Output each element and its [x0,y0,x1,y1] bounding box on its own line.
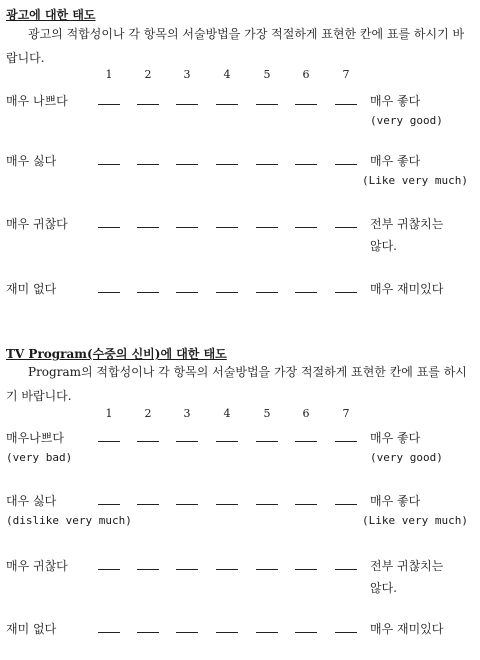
rating-blank-2[interactable] [137,227,159,228]
rating-row [0,557,480,597]
positive-anchor: 매우 좋다 [370,431,421,445]
rating-blank-5[interactable] [256,441,278,442]
rating-blank-4[interactable] [216,292,238,293]
rating-blank-6[interactable] [295,441,317,442]
rating-blank-1[interactable] [98,227,120,228]
rating-blank-6[interactable] [295,292,317,293]
rating-blank-7[interactable] [335,227,357,228]
rating-row [0,280,480,320]
negative-anchor: 매우 나쁘다 [6,94,68,108]
scale-number: 5 [263,407,271,420]
scale-number: 3 [183,68,191,81]
rating-blank-3[interactable] [176,164,198,165]
rating-row [0,92,480,132]
rating-blank-7[interactable] [335,104,357,105]
rating-blank-5[interactable] [256,104,278,105]
rating-row [0,152,480,192]
rating-blank-2[interactable] [137,292,159,293]
negative-anchor-english: (very bad) [6,451,73,464]
rating-blank-3[interactable] [176,632,198,633]
rating-blank-4[interactable] [216,164,238,165]
negative-anchor-english: (dislike very much) [6,514,132,527]
negative-anchor: 대우 싫다 [6,494,57,508]
section1-instruction: 광고의 적합성이나 각 항목의 서술방법을 가장 적절하게 표현한 칸에 표를 하시기 바랍니다. [6,27,465,65]
rating-blank-3[interactable] [176,292,198,293]
rating-blank-2[interactable] [137,441,159,442]
rating-blank-2[interactable] [137,164,159,165]
rating-blank-6[interactable] [295,569,317,570]
rating-blank-7[interactable] [335,441,357,442]
rating-blank-1[interactable] [98,632,120,633]
rating-blank-6[interactable] [295,632,317,633]
rating-blank-5[interactable] [256,164,278,165]
positive-anchor-continued: 않다. [370,239,397,253]
rating-blank-5[interactable] [256,632,278,633]
rating-blank-5[interactable] [256,504,278,505]
scale-number: 2 [144,407,152,420]
scale-number: 6 [302,407,310,420]
rating-blank-6[interactable] [295,504,317,505]
rating-blank-1[interactable] [98,569,120,570]
rating-blank-2[interactable] [137,104,159,105]
positive-anchor: 매우 재미있다 [370,282,444,296]
positive-anchor-english: (very good) [370,114,443,127]
rating-blank-1[interactable] [98,441,120,442]
scale-number: 5 [263,68,271,81]
rating-blank-1[interactable] [98,104,120,105]
rating-blank-4[interactable] [216,632,238,633]
rating-blank-6[interactable] [295,227,317,228]
scale-number: 4 [223,407,231,420]
scale-number: 1 [105,68,113,81]
positive-anchor: 전부 귀찮치는 [370,217,444,231]
positive-anchor-english: (Like very much) [362,174,468,187]
scale-number: 7 [342,407,350,420]
rating-blank-3[interactable] [176,104,198,105]
rating-blank-5[interactable] [256,292,278,293]
rating-blank-5[interactable] [256,569,278,570]
rating-row [0,620,480,660]
positive-anchor-continued: 않다. [370,581,397,595]
scale-number: 1 [105,407,113,420]
positive-anchor: 매우 좋다 [370,494,421,508]
positive-anchor: 매우 재미있다 [370,622,444,636]
rating-blank-3[interactable] [176,441,198,442]
positive-anchor: 매우 좋다 [370,154,421,168]
negative-anchor: 재미 없다 [6,622,57,636]
rating-blank-2[interactable] [137,569,159,570]
section2-instruction: Program의 적합성이나 각 항목의 서술방법을 가장 적절하게 표현한 칸에 표를 하시기 바랍니다. [6,365,467,403]
rating-blank-1[interactable] [98,292,120,293]
negative-anchor: 매우 귀찮다 [6,559,68,573]
negative-anchor: 매우 귀찮다 [6,217,68,231]
positive-anchor: 전부 귀찮치는 [370,559,444,573]
rating-blank-5[interactable] [256,227,278,228]
positive-anchor: 매우 좋다 [370,94,421,108]
rating-blank-7[interactable] [335,504,357,505]
rating-blank-4[interactable] [216,504,238,505]
rating-row [0,215,480,255]
rating-blank-7[interactable] [335,569,357,570]
section2-title: TV Program(수중의 신비)에 대한 태도 [6,347,227,361]
rating-blank-3[interactable] [176,504,198,505]
rating-blank-1[interactable] [98,164,120,165]
section1-title: 광고에 대한 태도 [6,8,96,22]
rating-blank-3[interactable] [176,227,198,228]
negative-anchor: 매우나쁘다 [6,431,64,445]
scale-number: 3 [183,407,191,420]
scale-number: 2 [144,68,152,81]
rating-blank-4[interactable] [216,569,238,570]
rating-blank-4[interactable] [216,441,238,442]
rating-blank-7[interactable] [335,632,357,633]
scale-number: 6 [302,68,310,81]
scale-number: 7 [342,68,350,81]
negative-anchor: 매우 싫다 [6,154,57,168]
rating-blank-7[interactable] [335,164,357,165]
rating-row [0,429,480,469]
rating-blank-4[interactable] [216,227,238,228]
rating-blank-3[interactable] [176,569,198,570]
scale-number: 4 [223,68,231,81]
rating-blank-6[interactable] [295,164,317,165]
positive-anchor-english: (very good) [370,451,443,464]
rating-blank-4[interactable] [216,104,238,105]
rating-blank-2[interactable] [137,504,159,505]
rating-blank-1[interactable] [98,504,120,505]
negative-anchor: 재미 없다 [6,282,57,296]
rating-row [0,492,480,532]
rating-blank-7[interactable] [335,292,357,293]
positive-anchor-english: (Like very much) [362,514,468,527]
rating-blank-2[interactable] [137,632,159,633]
rating-blank-6[interactable] [295,104,317,105]
